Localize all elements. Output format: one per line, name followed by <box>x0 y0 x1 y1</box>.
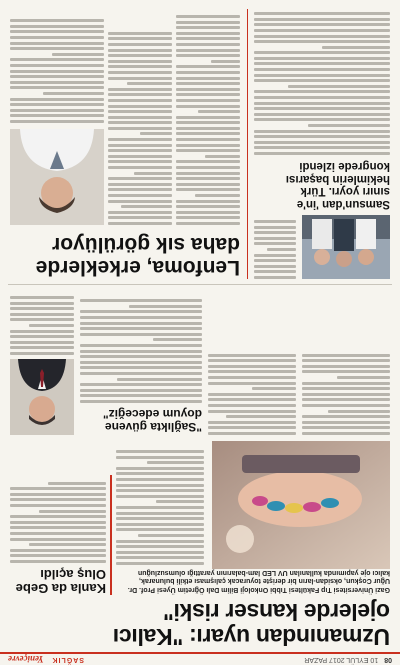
middle-story-text-2 <box>10 291 74 355</box>
bottom-headline <box>8 233 240 279</box>
middle-story-title-line-2: doyum edeceğiz" <box>102 407 202 421</box>
lower-left-story-text-2 <box>254 7 390 155</box>
bottom-story-column-1 <box>176 9 240 225</box>
section-label: SAĞLIK <box>51 656 84 663</box>
top-headline-line-2: ojelerde kanser riski" <box>163 599 390 625</box>
lower-left-title-line-2: sınırı yoyrı. Türk <box>300 185 390 198</box>
lower-left-title-line-4: kongrede izlendi <box>299 160 390 173</box>
official-portrait-photo <box>10 359 74 435</box>
doctor-portrait-photo <box>10 129 104 225</box>
top-headline-line-1: Uzmanından uyarı: "Kalıcı <box>113 624 390 650</box>
lower-left-story-title <box>260 160 390 210</box>
bottom-headline-line-1: Lenfoma, erkeklerde <box>35 256 240 279</box>
top-story-column-1 <box>116 441 204 565</box>
lower-left-story-text-1 <box>254 215 296 279</box>
issue-date: 10 EYLÜL 2017 PAZAR <box>304 656 379 663</box>
middle-story-title <box>82 407 202 433</box>
bottom-story-column-3 <box>10 9 104 123</box>
side-story-rule <box>110 475 112 595</box>
doctors-photo <box>302 215 390 279</box>
bottom-headline-line-2: daha sık görülüyor <box>52 233 240 256</box>
top-headline <box>12 599 390 649</box>
side-story-title-line-2: Oluş açıldı <box>40 567 106 582</box>
newspaper-logo: Yeniçevre <box>8 654 44 665</box>
section-divider <box>8 284 392 285</box>
lower-left-title-line-1: Samsun'dan 'in'e <box>296 198 390 210</box>
page-number: 08 <box>384 656 392 663</box>
side-story-text <box>10 477 106 563</box>
side-story-title <box>10 567 106 595</box>
side-story-title-line-1: Kanla da Gebe <box>15 581 106 596</box>
top-story-lede: Gazi Üniversitesi Tıp Fakültesi Tıbbi Onkoloji Bilim Dalı Öğretim Üyesi Prof. Dr. Uğur Coşkun, oksidan-ların bir derişte toyuracak çalışması etkili bulunarak, kalıcı oje yapımında kullanılan UV LED lam-balarının yarattığı olumsuzluğun <box>127 569 390 593</box>
column-rule <box>247 9 248 279</box>
middle-story-text <box>80 291 202 403</box>
bottom-story-column-2 <box>108 9 172 225</box>
lower-left-title-line-3: hekimlerin başarısı <box>285 173 390 185</box>
middle-story-title-line-1: "Sağlıkta güvene <box>104 420 202 434</box>
top-story-column-3 <box>208 343 296 435</box>
manicure-photo <box>212 441 390 569</box>
page-header-bar <box>0 652 400 665</box>
top-story-column-2 <box>302 343 390 435</box>
